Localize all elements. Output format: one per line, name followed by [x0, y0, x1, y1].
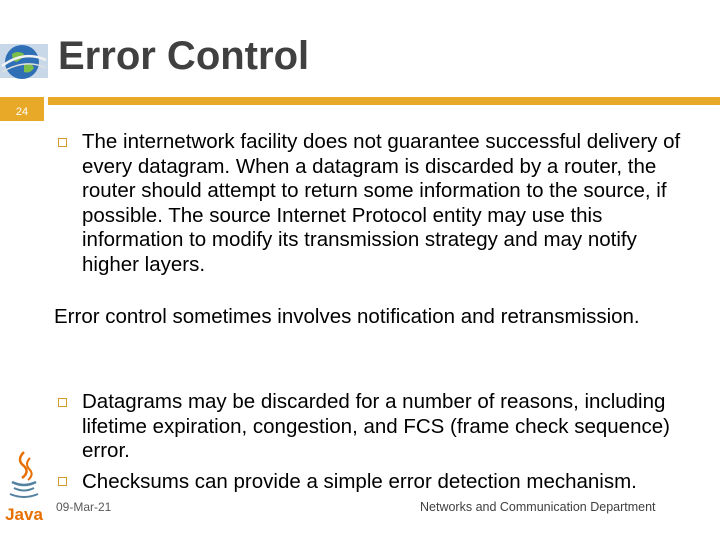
globe-logo-icon	[0, 40, 48, 84]
bullet-text-3: Checksums can provide a simple error detection mechanism.	[82, 470, 637, 493]
footer-department: Networks and Communication Department	[420, 500, 656, 514]
bullet-text-2: Datagrams may be discarded for a number of reasons, including lifetime expiration, congestion, and FCS (frame check sequence) error.	[82, 390, 670, 462]
bullet-square-icon	[58, 477, 67, 486]
bullet-square-icon	[58, 138, 67, 147]
body-paragraph: Error control sometimes involves notification and retransmission.	[54, 305, 640, 328]
java-logo-icon	[4, 450, 44, 526]
slide-title: Error Control	[58, 34, 310, 78]
java-logo-text: Java	[5, 505, 43, 524]
footer-date: 09-Mar-21	[56, 500, 112, 514]
bullet-square-icon	[58, 398, 67, 407]
bullet-text-1: The internetwork facility does not guarantee successful delivery of every datagram. When a datagram is discarded by a router, the router should attempt to return some information to the source, if possible. The source Internet Protocol entity may use this information to modify its transmission strategy and may notify higher layers.	[82, 130, 681, 276]
title-rule	[48, 97, 720, 105]
slide-number: 24	[0, 103, 44, 121]
